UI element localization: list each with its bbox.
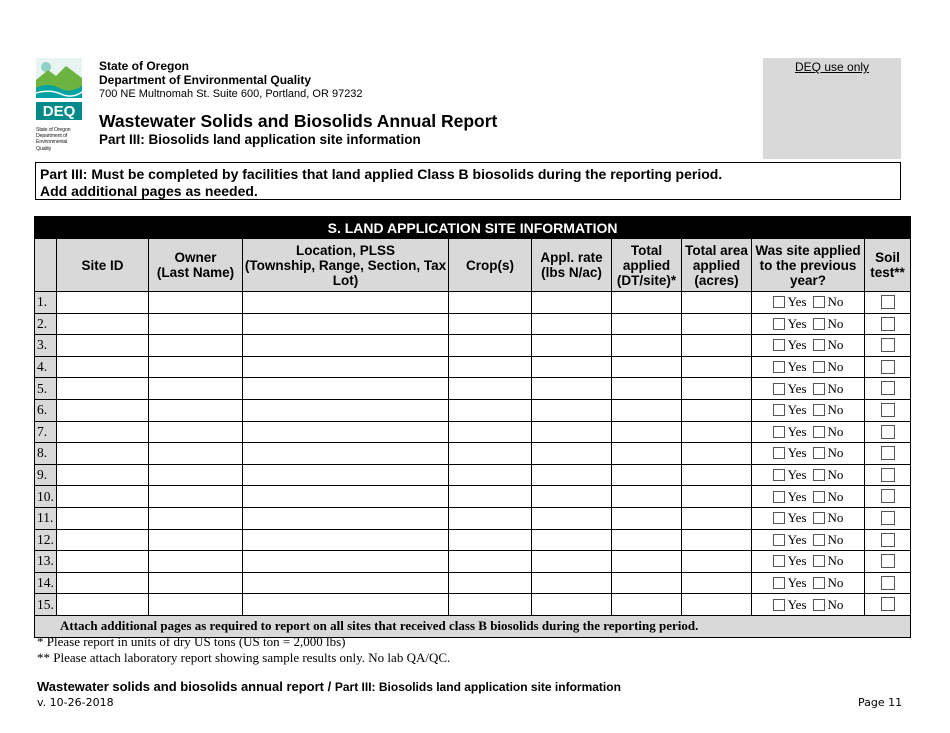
owner-cell[interactable] [149, 529, 243, 551]
no-checkbox[interactable] [813, 404, 825, 416]
yes-label: Yes [787, 510, 807, 526]
previous-year-cell [752, 486, 865, 508]
crops-cell[interactable] [449, 443, 532, 465]
appl-rate-cell[interactable] [532, 378, 612, 400]
soil-test-cell [865, 378, 911, 400]
total-area-cell[interactable] [682, 313, 752, 335]
previous-year-cell [752, 464, 865, 486]
soil-test-checkbox[interactable] [881, 533, 895, 547]
table-row [35, 464, 911, 486]
soil-test-checkbox[interactable] [881, 597, 895, 611]
soil-test-cell [865, 421, 911, 443]
yes-label: Yes [787, 531, 807, 547]
total-applied-cell[interactable] [612, 399, 682, 421]
total-area-cell[interactable] [682, 421, 752, 443]
owner-cell[interactable] [149, 421, 243, 443]
crops-cell[interactable] [449, 572, 532, 594]
row-number: 6. [35, 399, 57, 421]
footnote-1: * Please report in units of dry US tons (US ton = 2,000 lbs) [37, 634, 346, 649]
no-label: No [827, 402, 844, 418]
owner-cell[interactable] [149, 486, 243, 508]
yes-checkbox[interactable] [773, 599, 785, 611]
yes-label: Yes [787, 294, 807, 310]
total-applied-cell[interactable] [612, 313, 682, 335]
previous-year-cell [752, 551, 865, 573]
crops-cell[interactable] [449, 464, 532, 486]
crops-cell[interactable] [449, 356, 532, 378]
soil-test-checkbox[interactable] [881, 511, 895, 525]
previous-year-cell [752, 356, 865, 378]
soil-test-checkbox[interactable] [881, 489, 895, 503]
footer-report-name: Wastewater solids and biosolids annual report / Part III: Biosolids land application site information [37, 679, 621, 694]
footer-version: v. 10-26-2018 [37, 696, 114, 709]
no-label: No [827, 359, 844, 375]
location-cell[interactable] [243, 529, 449, 551]
appl-rate-cell[interactable] [532, 399, 612, 421]
owner-cell[interactable] [149, 507, 243, 529]
no-label: No [827, 315, 844, 331]
appl-rate-cell[interactable] [532, 529, 612, 551]
yes-label: Yes [787, 315, 807, 331]
total-area-cell[interactable] [682, 464, 752, 486]
no-label: No [827, 488, 844, 504]
site-id-cell[interactable] [57, 529, 149, 551]
part-notice [35, 162, 901, 200]
total-area-cell[interactable] [682, 335, 752, 357]
column-headers [35, 239, 911, 292]
no-checkbox[interactable] [813, 361, 825, 373]
total-applied-cell[interactable] [612, 464, 682, 486]
soil-test-cell [865, 594, 911, 616]
site-id-cell[interactable] [57, 464, 149, 486]
logo-agency-name: State of Oregon Department of Environmental Quality [36, 127, 71, 152]
no-checkbox[interactable] [813, 469, 825, 481]
total-area-cell[interactable] [682, 443, 752, 465]
location-cell[interactable] [243, 594, 449, 616]
crops-cell[interactable] [449, 507, 532, 529]
table-row [35, 378, 911, 400]
no-label: No [827, 337, 844, 353]
owner-cell[interactable] [149, 356, 243, 378]
row-number: 3. [35, 335, 57, 357]
site-id-cell[interactable] [57, 572, 149, 594]
no-checkbox[interactable] [813, 599, 825, 611]
no-checkbox[interactable] [813, 296, 825, 308]
table-row [35, 313, 911, 335]
appl-rate-cell[interactable] [532, 443, 612, 465]
previous-year-cell [752, 572, 865, 594]
agency-address: 700 NE Multnomah St. Suite 600, Portland, OR 97232 [99, 88, 363, 100]
footer-part-name: Part III: Biosolids land application site information [334, 680, 621, 694]
no-checkbox[interactable] [813, 426, 825, 438]
row-number: 9. [35, 464, 57, 486]
soil-test-checkbox[interactable] [881, 295, 895, 309]
total-area-cell[interactable] [682, 486, 752, 508]
appl-rate-cell[interactable] [532, 292, 612, 314]
report-title: Wastewater Solids and Biosolids Annual Report [99, 111, 498, 131]
total-applied-cell[interactable] [612, 507, 682, 529]
no-checkbox[interactable] [813, 383, 825, 395]
appl-rate-cell[interactable] [532, 486, 612, 508]
yes-checkbox[interactable] [773, 469, 785, 481]
crops-cell[interactable] [449, 421, 532, 443]
page-number: Page 11 [858, 696, 903, 709]
no-checkbox[interactable] [813, 491, 825, 503]
col-total-area: Total area applied (acres) [682, 239, 752, 292]
crops-cell[interactable] [449, 551, 532, 573]
total-applied-cell[interactable] [612, 356, 682, 378]
total-area-cell[interactable] [682, 399, 752, 421]
soil-test-cell [865, 572, 911, 594]
row-number: 7. [35, 421, 57, 443]
row-number: 1. [35, 292, 57, 314]
total-applied-cell[interactable] [612, 572, 682, 594]
site-id-cell[interactable] [57, 378, 149, 400]
row-number: 12. [35, 529, 57, 551]
row-number: 4. [35, 356, 57, 378]
deq-use-only-label: DEQ use only [795, 60, 870, 74]
location-cell[interactable] [243, 421, 449, 443]
col-site-id: Site ID [57, 239, 149, 292]
appl-rate-cell[interactable] [532, 572, 612, 594]
soil-test-checkbox[interactable] [881, 468, 895, 482]
crops-cell[interactable] [449, 529, 532, 551]
no-label: No [827, 423, 844, 439]
location-cell[interactable] [243, 464, 449, 486]
total-applied-cell[interactable] [612, 335, 682, 357]
owner-cell[interactable] [149, 443, 243, 465]
total-area-cell[interactable] [682, 292, 752, 314]
total-area-cell[interactable] [682, 507, 752, 529]
soil-test-checkbox[interactable] [881, 338, 895, 352]
appl-rate-cell[interactable] [532, 356, 612, 378]
row-number: 13. [35, 551, 57, 573]
logo-text: DEQ [42, 103, 76, 120]
row-number: 10. [35, 486, 57, 508]
deq-use-only-box [763, 58, 901, 159]
location-cell[interactable] [243, 292, 449, 314]
no-label: No [827, 380, 844, 396]
previous-year-cell [752, 399, 865, 421]
yes-checkbox[interactable] [773, 555, 785, 567]
table-row [35, 421, 911, 443]
total-applied-cell[interactable] [612, 529, 682, 551]
appl-rate-cell[interactable] [532, 464, 612, 486]
report-titles [99, 111, 497, 148]
yes-label: Yes [787, 467, 807, 483]
soil-test-checkbox[interactable] [881, 576, 895, 590]
location-cell[interactable] [243, 378, 449, 400]
owner-cell[interactable] [149, 399, 243, 421]
site-id-cell[interactable] [57, 399, 149, 421]
table-row [35, 486, 911, 508]
yes-label: Yes [787, 337, 807, 353]
row-number: 8. [35, 443, 57, 465]
total-area-cell[interactable] [682, 551, 752, 573]
total-area-cell[interactable] [682, 378, 752, 400]
table-row [35, 594, 911, 616]
previous-year-cell [752, 292, 865, 314]
total-applied-cell[interactable] [612, 594, 682, 616]
site-id-cell[interactable] [57, 335, 149, 357]
appl-rate-cell[interactable] [532, 507, 612, 529]
no-label: No [827, 294, 844, 310]
location-cell[interactable] [243, 356, 449, 378]
site-id-cell[interactable] [57, 313, 149, 335]
row-number: 2. [35, 313, 57, 335]
table-row [35, 551, 911, 573]
appl-rate-cell[interactable] [532, 421, 612, 443]
site-id-cell[interactable] [57, 421, 149, 443]
previous-year-cell [752, 313, 865, 335]
yes-checkbox[interactable] [773, 512, 785, 524]
no-checkbox[interactable] [813, 447, 825, 459]
yes-checkbox[interactable] [773, 577, 785, 589]
footnotes [37, 634, 450, 666]
soil-test-checkbox[interactable] [881, 446, 895, 460]
yes-label: Yes [787, 380, 807, 396]
previous-year-cell [752, 378, 865, 400]
previous-year-cell [752, 507, 865, 529]
soil-test-checkbox[interactable] [881, 425, 895, 439]
row-number: 15. [35, 594, 57, 616]
appl-rate-cell[interactable] [532, 313, 612, 335]
location-cell[interactable] [243, 507, 449, 529]
soil-test-checkbox[interactable] [881, 381, 895, 395]
yes-label: Yes [787, 488, 807, 504]
department-name: Department of Environmental Quality [99, 73, 312, 87]
owner-cell[interactable] [149, 335, 243, 357]
total-area-cell[interactable] [682, 594, 752, 616]
no-label: No [827, 445, 844, 461]
col-location: Location, PLSS (Township, Range, Section, Tax Lot) [243, 239, 449, 292]
col-total-applied: Total applied (DT/site)* [612, 239, 682, 292]
total-applied-cell[interactable] [612, 486, 682, 508]
yes-checkbox[interactable] [773, 426, 785, 438]
site-id-cell[interactable] [57, 594, 149, 616]
site-id-cell[interactable] [57, 356, 149, 378]
owner-cell[interactable] [149, 551, 243, 573]
owner-cell[interactable] [149, 292, 243, 314]
col-soil-test: Soil test** [865, 239, 911, 292]
yes-checkbox[interactable] [773, 361, 785, 373]
total-applied-cell[interactable] [612, 421, 682, 443]
table-row [35, 443, 911, 465]
no-label: No [827, 531, 844, 547]
location-cell[interactable] [243, 572, 449, 594]
location-cell[interactable] [243, 335, 449, 357]
soil-test-checkbox[interactable] [881, 317, 895, 331]
state-name: State of Oregon [99, 59, 190, 73]
soil-test-cell [865, 507, 911, 529]
yes-label: Yes [787, 402, 807, 418]
site-id-cell[interactable] [57, 292, 149, 314]
table-row [35, 292, 911, 314]
yes-checkbox[interactable] [773, 296, 785, 308]
yes-label: Yes [787, 359, 807, 375]
footnote-2: ** Please attach laboratory report showing sample results only. No lab QA/QC. [37, 650, 451, 665]
crops-cell[interactable] [449, 486, 532, 508]
table-row [35, 356, 911, 378]
no-label: No [827, 553, 844, 569]
soil-test-cell [865, 335, 911, 357]
previous-year-cell [752, 443, 865, 465]
crops-cell[interactable] [449, 335, 532, 357]
previous-year-cell [752, 335, 865, 357]
soil-test-cell [865, 486, 911, 508]
total-area-cell[interactable] [682, 529, 752, 551]
row-number: 11. [35, 507, 57, 529]
yes-checkbox[interactable] [773, 447, 785, 459]
previous-year-cell [752, 529, 865, 551]
owner-cell[interactable] [149, 594, 243, 616]
soil-test-cell [865, 399, 911, 421]
total-applied-cell[interactable] [612, 443, 682, 465]
soil-test-cell [865, 443, 911, 465]
owner-cell[interactable] [149, 378, 243, 400]
location-cell[interactable] [243, 551, 449, 573]
owner-cell[interactable] [149, 572, 243, 594]
location-cell[interactable] [243, 313, 449, 335]
row-number: 5. [35, 378, 57, 400]
no-checkbox[interactable] [813, 555, 825, 567]
crops-cell[interactable] [449, 378, 532, 400]
soil-test-cell [865, 464, 911, 486]
no-checkbox[interactable] [813, 534, 825, 546]
soil-test-checkbox[interactable] [881, 403, 895, 417]
appl-rate-cell[interactable] [532, 594, 612, 616]
owner-cell[interactable] [149, 313, 243, 335]
yes-checkbox[interactable] [773, 491, 785, 503]
appl-rate-cell[interactable] [532, 335, 612, 357]
yes-checkbox[interactable] [773, 339, 785, 351]
notice-line-2: Add additional pages as needed. [40, 183, 258, 199]
col-appl-rate: Appl. rate (lbs N/ac) [532, 239, 612, 292]
soil-test-cell [865, 356, 911, 378]
yes-label: Yes [787, 575, 807, 591]
table-row [35, 529, 911, 551]
soil-test-cell [865, 313, 911, 335]
no-checkbox[interactable] [813, 577, 825, 589]
no-label: No [827, 575, 844, 591]
location-cell[interactable] [243, 486, 449, 508]
appl-rate-cell[interactable] [532, 551, 612, 573]
yes-label: Yes [787, 596, 807, 612]
crops-cell[interactable] [449, 313, 532, 335]
soil-test-checkbox[interactable] [881, 554, 895, 568]
crops-cell[interactable] [449, 594, 532, 616]
crops-cell[interactable] [449, 399, 532, 421]
site-id-cell[interactable] [57, 507, 149, 529]
site-id-cell[interactable] [57, 551, 149, 573]
table-row [35, 335, 911, 357]
no-label: No [827, 596, 844, 612]
notice-line-1: Part III: Must be completed by facilities that land applied Class B biosolids during the reporting period. [40, 166, 723, 182]
location-cell[interactable] [243, 443, 449, 465]
yes-checkbox[interactable] [773, 383, 785, 395]
col-crops: Crop(s) [449, 239, 532, 292]
row-number: 14. [35, 572, 57, 594]
yes-label: Yes [787, 445, 807, 461]
site-info-table [34, 216, 911, 638]
deq-logo [36, 58, 86, 158]
yes-checkbox[interactable] [773, 404, 785, 416]
section-title: S. LAND APPLICATION SITE INFORMATION [35, 217, 911, 239]
report-subtitle: Part III: Biosolids land application site information [99, 132, 421, 147]
no-checkbox[interactable] [813, 512, 825, 524]
yes-checkbox[interactable] [773, 318, 785, 330]
total-applied-cell[interactable] [612, 378, 682, 400]
soil-test-checkbox[interactable] [881, 360, 895, 374]
col-number [35, 239, 57, 292]
crops-cell[interactable] [449, 292, 532, 314]
site-id-cell[interactable] [57, 486, 149, 508]
site-id-cell[interactable] [57, 443, 149, 465]
col-previous-year: Was site applied to the previous year? [752, 239, 865, 292]
no-label: No [827, 510, 844, 526]
col-owner: Owner (Last Name) [149, 239, 243, 292]
yes-label: Yes [787, 553, 807, 569]
previous-year-cell [752, 594, 865, 616]
yes-checkbox[interactable] [773, 534, 785, 546]
agency-header [99, 59, 363, 101]
total-area-cell[interactable] [682, 356, 752, 378]
previous-year-cell [752, 421, 865, 443]
owner-cell[interactable] [149, 464, 243, 486]
no-checkbox[interactable] [813, 339, 825, 351]
table-row [35, 507, 911, 529]
total-applied-cell[interactable] [612, 551, 682, 573]
no-label: No [827, 467, 844, 483]
location-cell[interactable] [243, 399, 449, 421]
total-applied-cell[interactable] [612, 292, 682, 314]
soil-test-cell [865, 551, 911, 573]
yes-label: Yes [787, 423, 807, 439]
table-footer-note: Attach additional pages as required to report on all sites that received class B biosolids during the reporting period. [35, 615, 911, 637]
deq-logo-icon [36, 58, 82, 120]
table-row [35, 572, 911, 594]
soil-test-cell [865, 292, 911, 314]
no-checkbox[interactable] [813, 318, 825, 330]
table-row [35, 399, 911, 421]
total-area-cell[interactable] [682, 572, 752, 594]
soil-test-cell [865, 529, 911, 551]
